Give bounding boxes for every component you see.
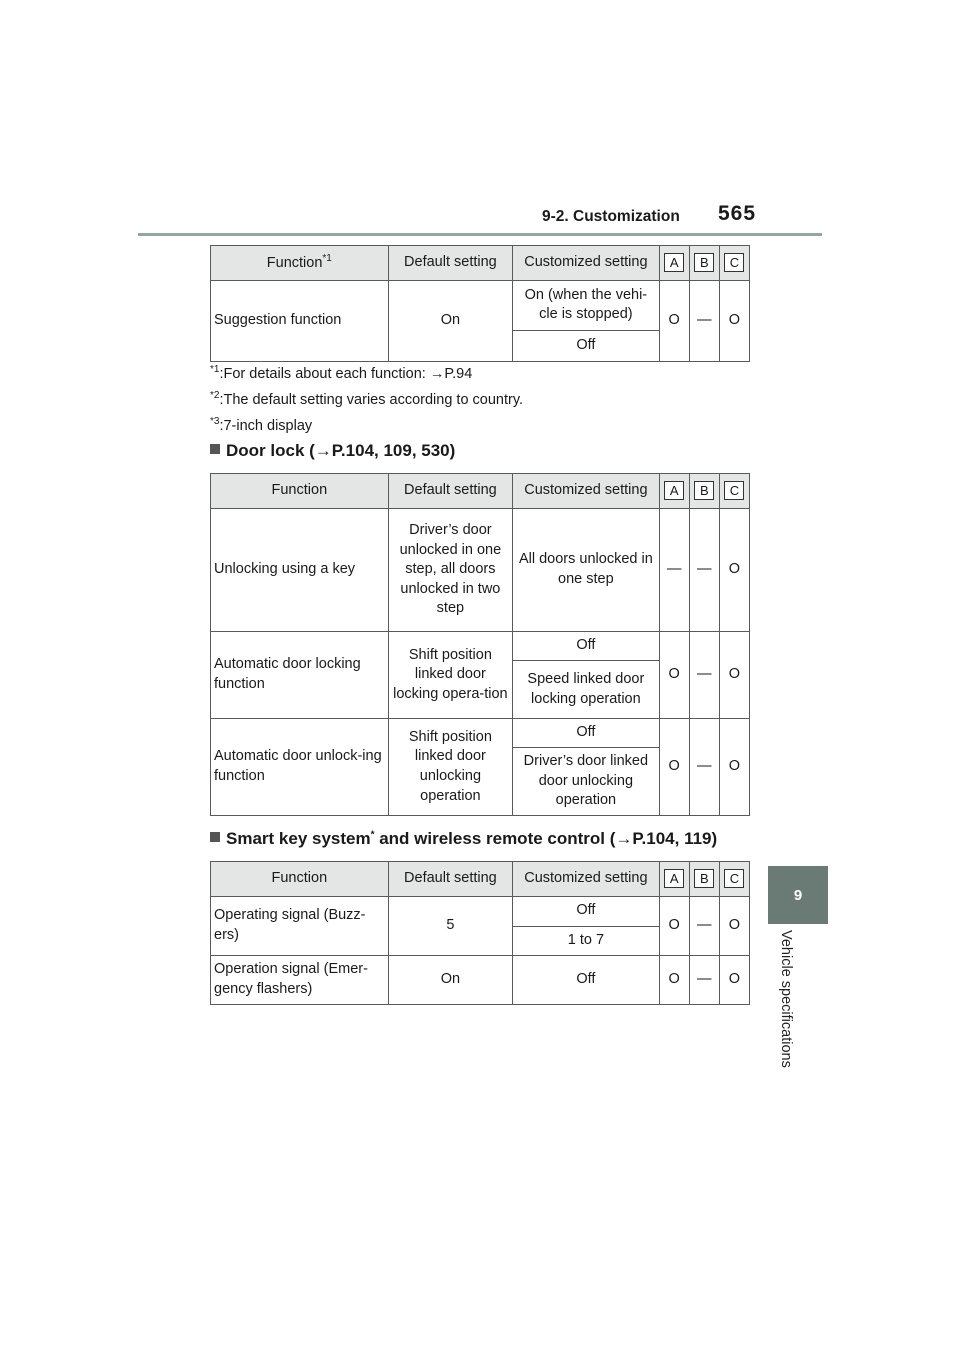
- cell-option: Off: [513, 897, 660, 927]
- cell-c: O: [719, 509, 749, 632]
- header-c: C: [719, 246, 749, 281]
- cell-a: —: [659, 509, 689, 632]
- square-bullet-icon: [210, 832, 220, 842]
- table-header-row: [211, 474, 750, 509]
- cell-b: —: [689, 897, 719, 956]
- cell-default: On: [388, 956, 512, 1005]
- square-bullet-icon: [210, 444, 220, 454]
- header-customized: Customized setting: [513, 474, 660, 509]
- cell-option: Off: [513, 632, 660, 661]
- header-c: C: [719, 474, 749, 509]
- cell-c: O: [719, 897, 749, 956]
- header-b: B: [689, 474, 719, 509]
- table-row: [211, 956, 750, 1005]
- header-a: A: [659, 246, 689, 281]
- cell-option: Off: [513, 956, 660, 1005]
- header-default: Default setting: [388, 474, 512, 509]
- cell-option: Driver’s door linked door unlocking operation: [513, 748, 660, 816]
- chapter-title: Vehicle specifications: [778, 930, 794, 1068]
- cell-default: Shift position linked door unlocking operation: [388, 719, 512, 816]
- cell-default: On: [388, 281, 512, 362]
- header-b: B: [689, 862, 719, 897]
- cell-option: Off: [513, 719, 660, 748]
- cell-option: Off: [513, 330, 660, 361]
- cell-function: Suggestion function: [211, 281, 389, 362]
- cell-b: —: [689, 956, 719, 1005]
- header-function: Function$^{*1}$: [211, 246, 389, 281]
- table-header-row: [211, 246, 750, 281]
- header-a: A: [659, 862, 689, 897]
- cell-function: Unlocking using a key: [211, 509, 389, 632]
- table-header-row: [211, 862, 750, 897]
- table-row: [211, 897, 750, 927]
- cell-a: O: [659, 719, 689, 816]
- cell-b: —: [689, 632, 719, 719]
- cell-function: Automatic door unlock-ing function: [211, 719, 389, 816]
- section-title-door-lock: Door lock (→P.104, 109, 530): [210, 441, 455, 461]
- cell-b: —: [689, 719, 719, 816]
- cell-default: 5: [388, 897, 512, 956]
- footnote-3: $^{*3}$:7-inch display: [210, 416, 313, 434]
- cell-option: Speed linked door locking operation: [513, 661, 660, 719]
- cell-a: O: [659, 632, 689, 719]
- cell-a: O: [659, 956, 689, 1005]
- cell-b: —: [689, 509, 719, 632]
- cell-a: O: [659, 897, 689, 956]
- section-heading: 9-2. Customization: [542, 208, 680, 225]
- suggestion-table: [210, 245, 750, 362]
- header-customized: Customized setting: [513, 862, 660, 897]
- table-row: [211, 509, 750, 632]
- page-number: 565: [718, 202, 757, 225]
- footnote-2: $^{*2}$:The default setting varies according to country.: [210, 390, 524, 408]
- header-a: A: [659, 474, 689, 509]
- cell-c: O: [719, 632, 749, 719]
- cell-function: Operating signal (Buzz-ers): [211, 897, 389, 956]
- header-rule: [138, 233, 822, 236]
- cell-c: O: [719, 956, 749, 1005]
- header-default: Default setting: [388, 862, 512, 897]
- cell-b: —: [689, 281, 719, 362]
- cell-option: On (when the vehi-cle is stopped): [513, 281, 660, 331]
- smart-key-table: [210, 861, 750, 1005]
- header-customized: Customized setting: [513, 246, 660, 281]
- table-row: [211, 281, 750, 331]
- cell-function: Automatic door locking function: [211, 632, 389, 719]
- header-b: B: [689, 246, 719, 281]
- table-row: [211, 719, 750, 748]
- cell-c: O: [719, 281, 749, 362]
- cell-default: Driver’s door unlocked in one step, all doors unlocked in two step: [388, 509, 512, 632]
- cell-option: 1 to 7: [513, 926, 660, 956]
- header-c: C: [719, 862, 749, 897]
- cell-option: All doors unlocked in one step: [513, 509, 660, 632]
- header-function: Function: [211, 862, 389, 897]
- chapter-tab[interactable]: 9: [768, 866, 828, 924]
- cell-a: O: [659, 281, 689, 362]
- header-function: Function: [211, 474, 389, 509]
- door-lock-table: [210, 473, 750, 816]
- section-title-smart-key: Smart key system* and wireless remote control (→P.104, 119): [210, 829, 717, 849]
- cell-c: O: [719, 719, 749, 816]
- table-row: [211, 632, 750, 661]
- cell-default: Shift position linked door locking opera-tion: [388, 632, 512, 719]
- footnote-1: $^{*1}$:For details about each function: →P.94: [210, 364, 473, 382]
- header-default: Default setting: [388, 246, 512, 281]
- cell-function: Operation signal (Emer-gency flashers): [211, 956, 389, 1005]
